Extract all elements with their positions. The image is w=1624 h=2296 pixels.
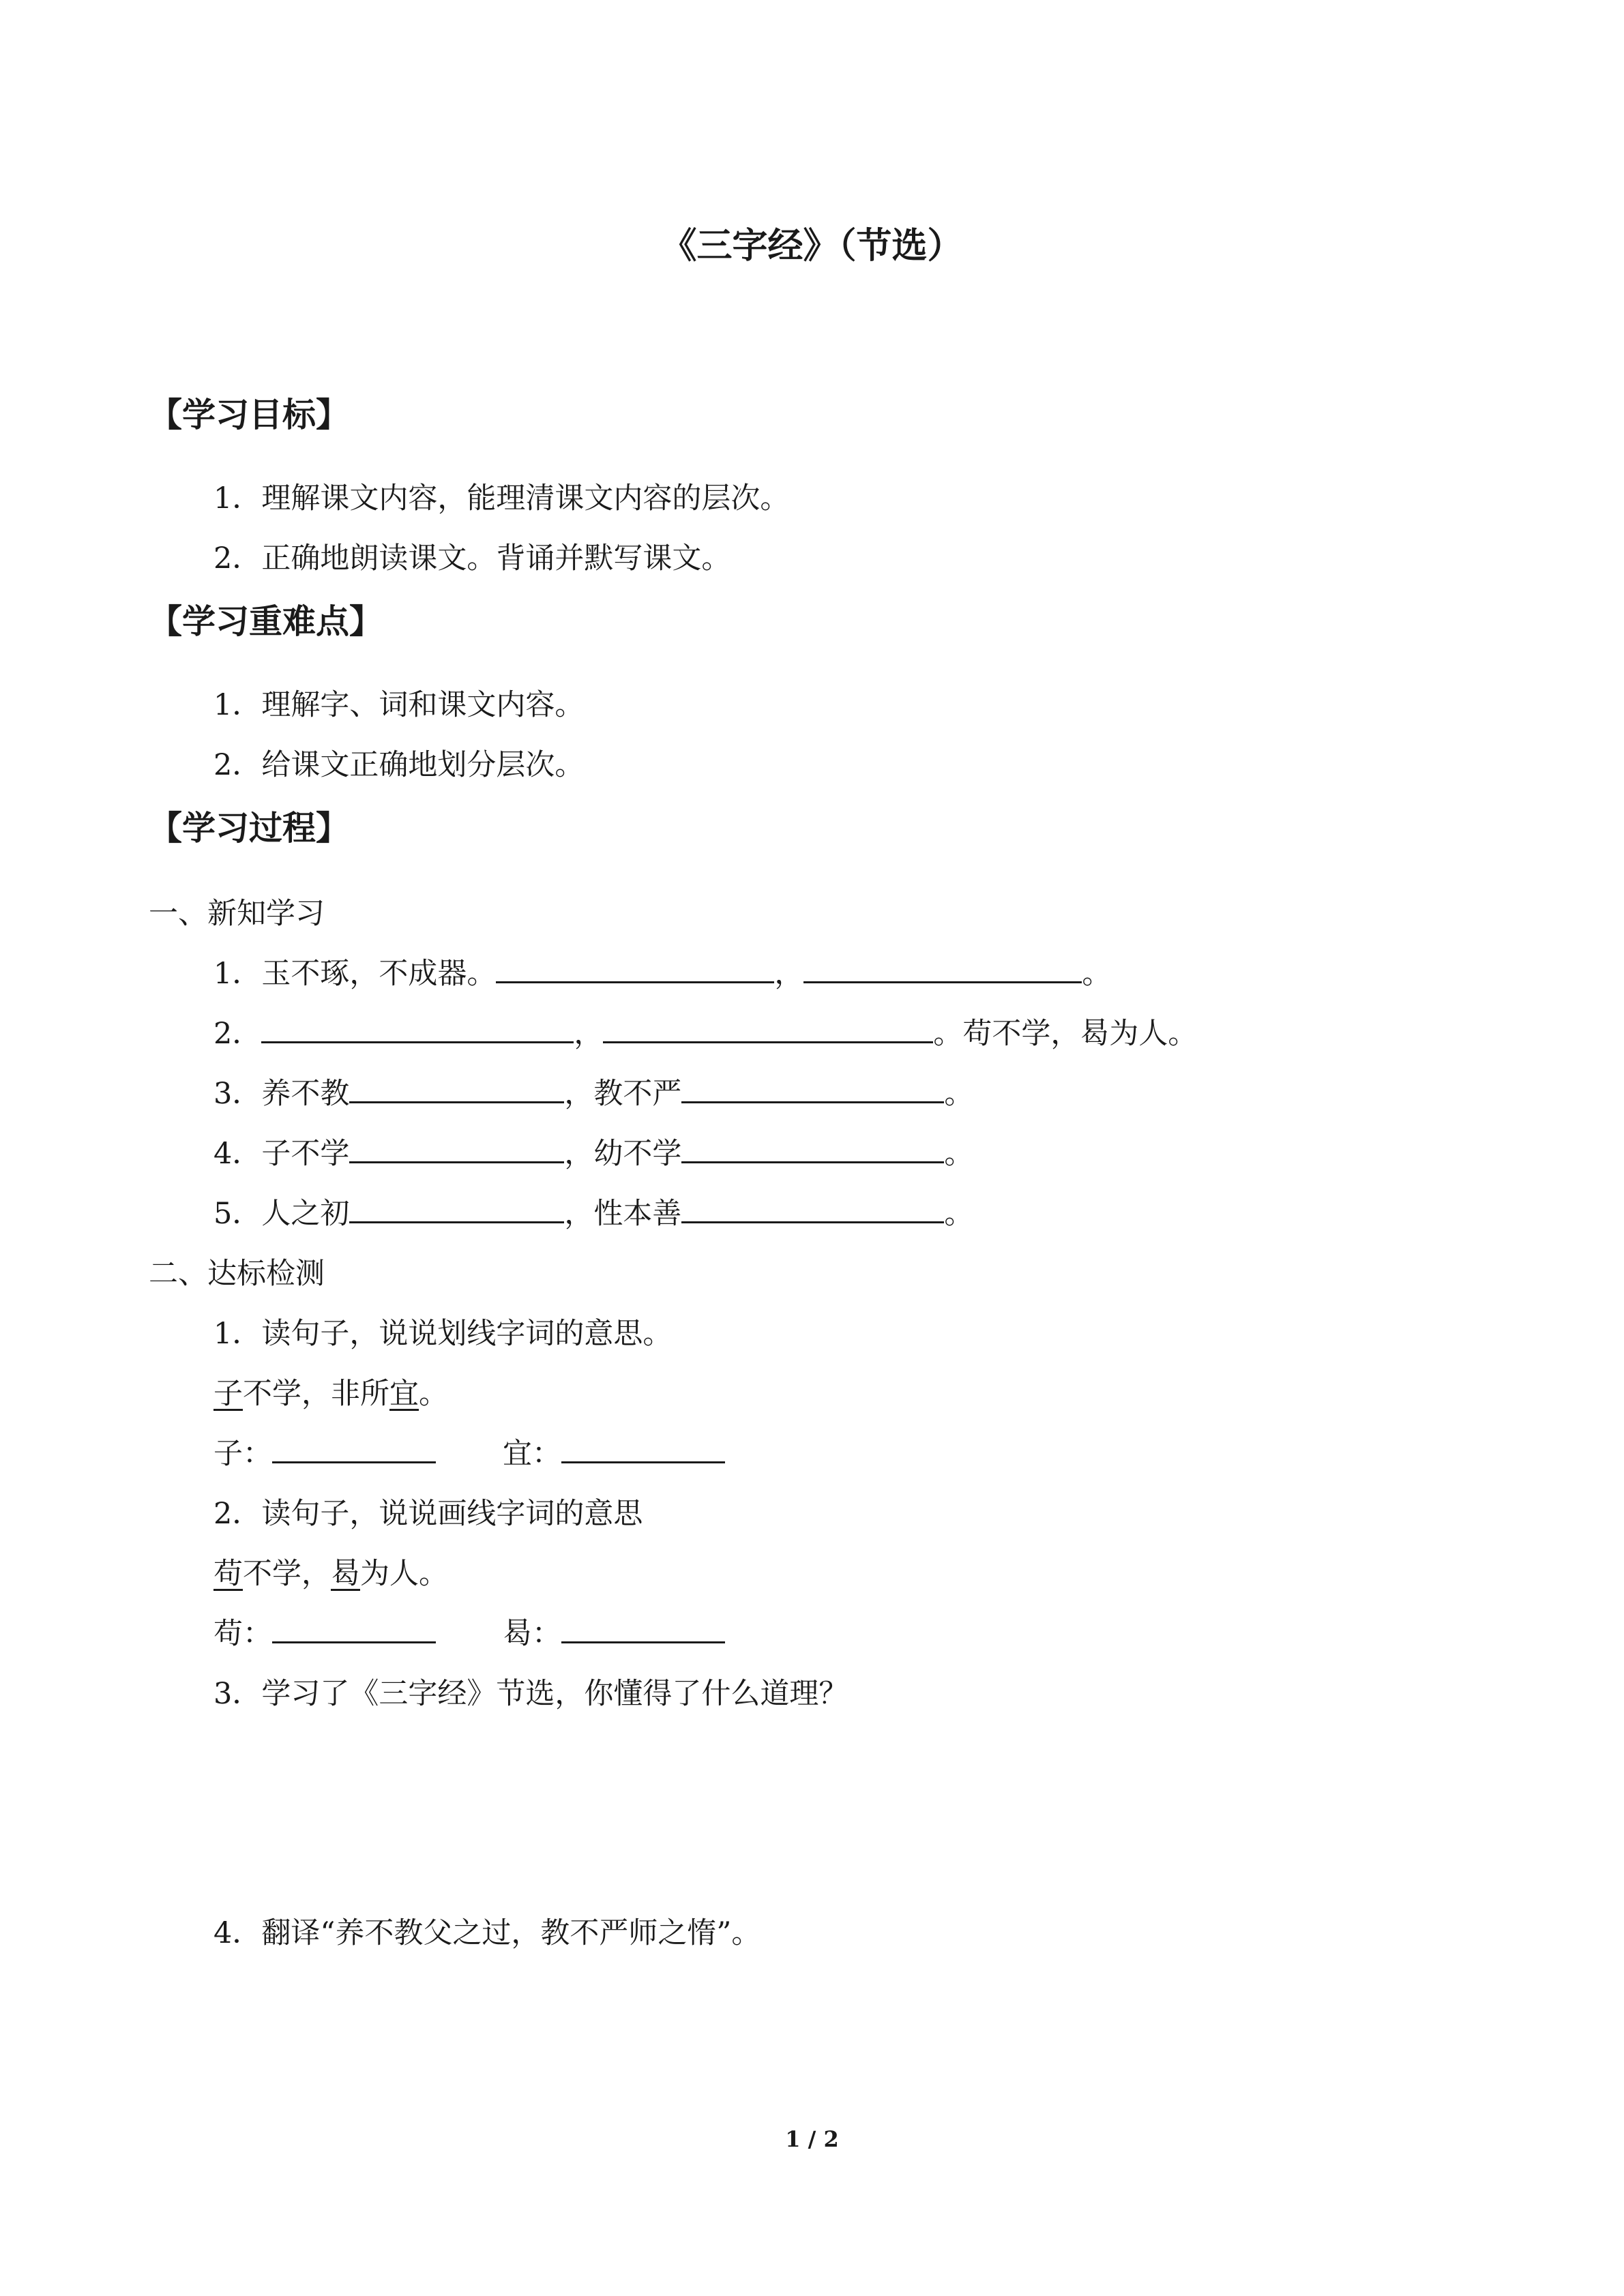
fill-question-2 xyxy=(213,1011,1197,1052)
fill-question-5 xyxy=(213,1191,973,1232)
answer-blank[interactable] xyxy=(272,1431,436,1463)
sentence-text: 不学，非所 xyxy=(243,1377,389,1411)
question-text: 4．子不学 xyxy=(213,1137,350,1171)
goals-heading: 【学习目标】 xyxy=(149,395,350,434)
answer-blank[interactable] xyxy=(681,1191,944,1223)
punctuation: ， xyxy=(774,957,804,991)
test-question-4-prompt: 4．翻译“养不教父之过，教不严师之惰”。 xyxy=(213,1916,761,1950)
goal-item-2: 2．正确地朗读课文。背诵并默写课文。 xyxy=(213,541,731,576)
question-text: 2． xyxy=(213,1017,262,1051)
test-question-2-prompt: 2．读句子，说说画线字词的意思 xyxy=(213,1497,643,1531)
underlined-word: 曷 xyxy=(331,1557,360,1591)
answer-blank[interactable] xyxy=(803,951,1082,983)
fill-question-4 xyxy=(213,1131,973,1172)
answer-blank[interactable] xyxy=(272,1611,436,1643)
test-question-1-sentence xyxy=(213,1371,448,1412)
answer-blank[interactable] xyxy=(349,1191,564,1223)
punctuation: ， xyxy=(574,1017,604,1051)
question-text: 1．玉不琢，不成器。 xyxy=(213,957,497,991)
test-question-1-prompt: 1．读句子，说说划线字词的意思。 xyxy=(213,1317,673,1351)
key-point-item-2: 2．给课文正确地划分层次。 xyxy=(213,748,585,782)
answer-label: 子： xyxy=(213,1437,272,1471)
punctuation: 。 xyxy=(944,1137,974,1171)
key-point-item-1: 1．理解字、词和课文内容。 xyxy=(213,688,585,722)
test-question-2-sentence xyxy=(213,1551,448,1592)
answer-blank[interactable] xyxy=(349,1131,564,1163)
fill-question-1 xyxy=(213,951,1111,992)
page-number: 1 / 2 xyxy=(785,2126,839,2152)
question-text: 。苟不学，曷为人。 xyxy=(933,1017,1198,1051)
question-text: ，性本善 xyxy=(564,1197,682,1231)
underlined-word: 宜 xyxy=(389,1377,419,1411)
question-text: 5．人之初 xyxy=(213,1197,350,1231)
answer-blank[interactable] xyxy=(349,1071,564,1103)
answer-blank[interactable] xyxy=(603,1011,933,1043)
question-text: 3．养不教 xyxy=(213,1077,350,1111)
test-question-2-answers xyxy=(213,1611,725,1652)
answer-label: 苟： xyxy=(213,1617,272,1651)
goal-item-1: 1．理解课文内容，能理清课文内容的层次。 xyxy=(213,481,790,516)
answer-label: 宜： xyxy=(503,1437,561,1471)
part1-label: 一、新知学习 xyxy=(149,897,325,931)
process-heading: 【学习过程】 xyxy=(149,808,350,848)
fill-question-3 xyxy=(213,1071,973,1112)
question-text: ，教不严 xyxy=(564,1077,682,1111)
answer-blank[interactable] xyxy=(681,1071,944,1103)
underlined-word: 苟 xyxy=(213,1557,243,1591)
sentence-text: 。 xyxy=(419,1377,448,1411)
underlined-word: 子 xyxy=(213,1377,243,1411)
answer-blank[interactable] xyxy=(561,1611,725,1643)
sentence-text: 不学， xyxy=(243,1557,331,1591)
punctuation: 。 xyxy=(944,1197,974,1231)
punctuation: 。 xyxy=(1082,957,1112,991)
key-points-heading: 【学习重难点】 xyxy=(149,601,383,641)
sentence-text: 为人。 xyxy=(360,1557,448,1591)
page-title: 《三字经》（节选） xyxy=(661,225,963,267)
answer-blank[interactable] xyxy=(561,1431,725,1463)
test-question-1-answers xyxy=(213,1431,725,1472)
test-question-3-prompt: 3．学习了《三字经》节选，你懂得了什么道理？ xyxy=(213,1677,848,1711)
answer-label: 曷： xyxy=(503,1617,561,1651)
answer-blank[interactable] xyxy=(261,1011,574,1043)
answer-blank[interactable] xyxy=(681,1131,944,1163)
part2-label: 二、达标检测 xyxy=(149,1257,325,1291)
answer-blank[interactable] xyxy=(496,951,774,983)
punctuation: 。 xyxy=(944,1077,974,1111)
question-text: ，幼不学 xyxy=(564,1137,682,1171)
